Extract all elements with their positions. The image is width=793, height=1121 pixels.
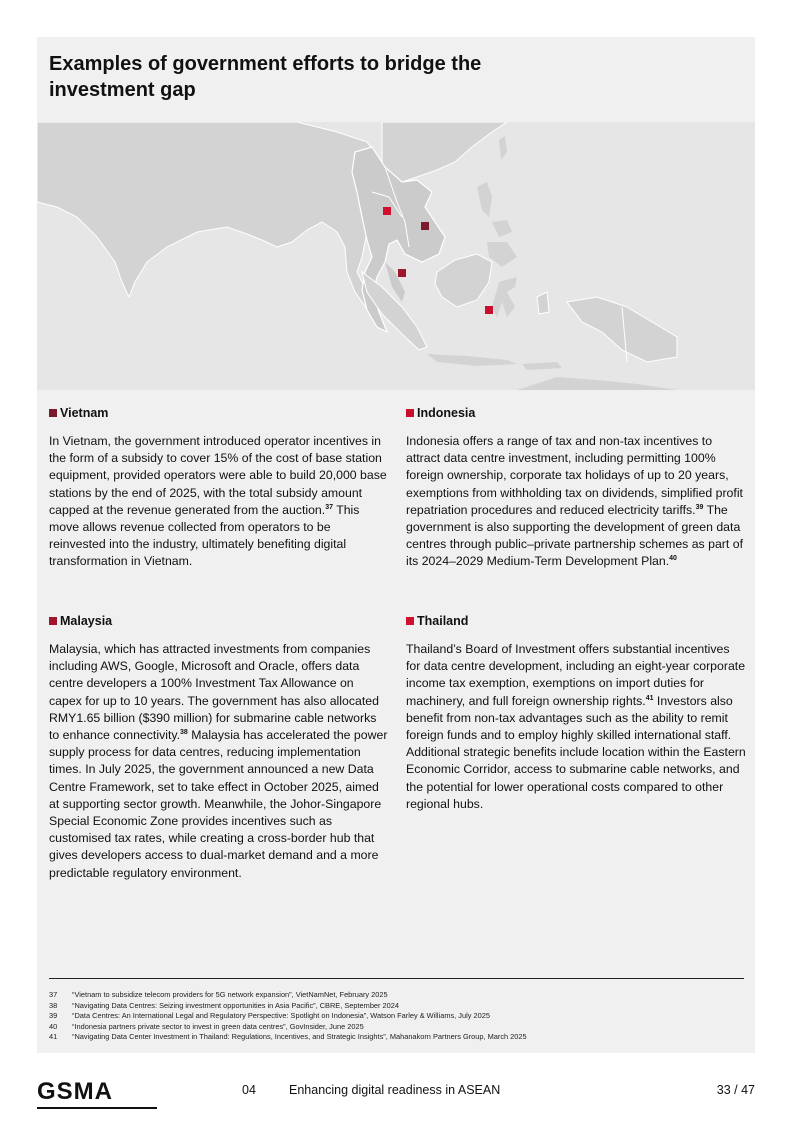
section-heading	[49, 405, 389, 421]
section-malaysia	[49, 613, 389, 882]
footnote-divider	[49, 978, 744, 979]
footnote: 38 “Navigating Data Centres: Seizing investment opportunities in Asia Pacific”, CBRE, September 2024	[49, 1000, 399, 1010]
content-panel	[37, 37, 755, 1053]
page-title: Examples of government efforts to bridge the investment gap	[49, 53, 482, 101]
section-heading	[406, 613, 746, 629]
indonesia-marker	[485, 306, 493, 314]
document-title: Enhancing digital readiness in ASEAN	[289, 1083, 501, 1097]
section-title: Malaysia	[60, 614, 113, 628]
footnote-ref: 38	[180, 729, 188, 737]
malaysia-marker	[398, 269, 406, 277]
thailand-marker	[383, 207, 391, 215]
footnote: 37 “Vietnam to subsidize telecom providers for 5G network expansion”, VietNamNet, February 2025	[49, 990, 388, 999]
square-marker-icon	[49, 617, 57, 625]
square-marker-icon	[406, 409, 414, 417]
section-thailand	[406, 613, 746, 813]
section-number: 04	[242, 1083, 256, 1097]
section-text: In Vietnam, the government introduced operator incentives in the form of a subsidy to cover 15% of the cost of base station equipment, provided operators were able to build 20,000 base stations by the end of 2025, with the total subsidy amount capped at the revenue generated from the auction.$^{37}$ This move allows revenue collected from operators to be reinvested into the industry, ultimately benefiting digital transformation in Vietnam.	[49, 434, 387, 569]
square-marker-icon	[49, 409, 57, 417]
section-vietnam	[49, 405, 389, 571]
page-number: 33 / 47	[716, 1083, 755, 1097]
page-footer	[0, 1078, 793, 1106]
section-text: Malaysia, which has attracted investments from companies including AWS, Google, Microsoft and Oracle, offers data centre developers a 100% Investment Tax Allowance on capex for up to 10 years. The government has also allocated RMY1.65 billion ($390 million) for submarine cable networks to enhance connectivity.$^{38}$ Malaysia has accelerated the power supply process for data centres, reducing implementation times. In July 2025, the government announced a new Data Centre Framework, set to take effect in October 2025, aimed at supporting sector growth. Meanwhile, the Johor-Singapore Special Economic Zone provides incentives such as customised tax rates, while creating a cross-border hub that gives developers access to dual-market demand and a more predictable regulatory environment.	[49, 642, 388, 880]
footnote: 39 “Data Centres: An International Legal and Regulatory Perspective: Spotlight on Indonesia”, Watson Farley & Williams, July 2025	[49, 1011, 490, 1020]
section-text: Thailand’s Board of Investment offers substantial incentives for data centre development, including an eight-year corporate income tax exemption, exemptions on import duties for machinery, and full foreign ownership rights.$^{41}$ Investors also benefit from non-tax advantages such as the ability to remit foreign funds and to employ highly skilled international staff. Additional strategic benefits include location within the Eastern Economic Corridor, access to submarine cable networks, and the potential for lower operational costs compared to other regional hubs.	[406, 642, 746, 811]
section-title: Indonesia	[417, 406, 476, 420]
square-marker-icon	[406, 617, 414, 625]
footnote: 40 “Indonesia partners private sector to invest in green data centres”, GovInsider, June 2025	[49, 1021, 364, 1031]
footnote-ref: 41	[645, 694, 654, 702]
gsma-logo: GSMA	[37, 1078, 113, 1105]
footnote: 41 “Navigating Data Center Investment in Thailand: Regulations, Incentives, and Strategic Insights”, Mahanakorn Partners Group, March 2025	[49, 1032, 527, 1041]
southeast-asia-map	[37, 122, 755, 390]
footnotes	[49, 990, 749, 1043]
section-title: Thailand	[417, 614, 469, 628]
footnote-ref: 39	[695, 503, 704, 511]
section-heading	[406, 405, 746, 421]
section-title: Vietnam	[60, 406, 109, 420]
footnote-ref: 40	[669, 555, 677, 563]
footnote-ref: 37	[325, 503, 333, 511]
section-indonesia	[406, 405, 746, 571]
vietnam-marker	[421, 222, 429, 230]
section-heading	[49, 613, 389, 629]
section-text: Indonesia offers a range of tax and non-tax incentives to attract data centre investment, including permitting 100% foreign ownership, corporate tax holidays of up to 20 years, exemptions from withholding tax on dividends, simplified profit repatriation procedures and reduced electricity tariffs.$^{39}$ The government is also supporting the development of green data centres through public–private partnership schemes as part of its 2024–2029 Medium-Term Development Plan.$^{40}$	[406, 434, 743, 569]
logo-underline	[37, 1107, 157, 1109]
